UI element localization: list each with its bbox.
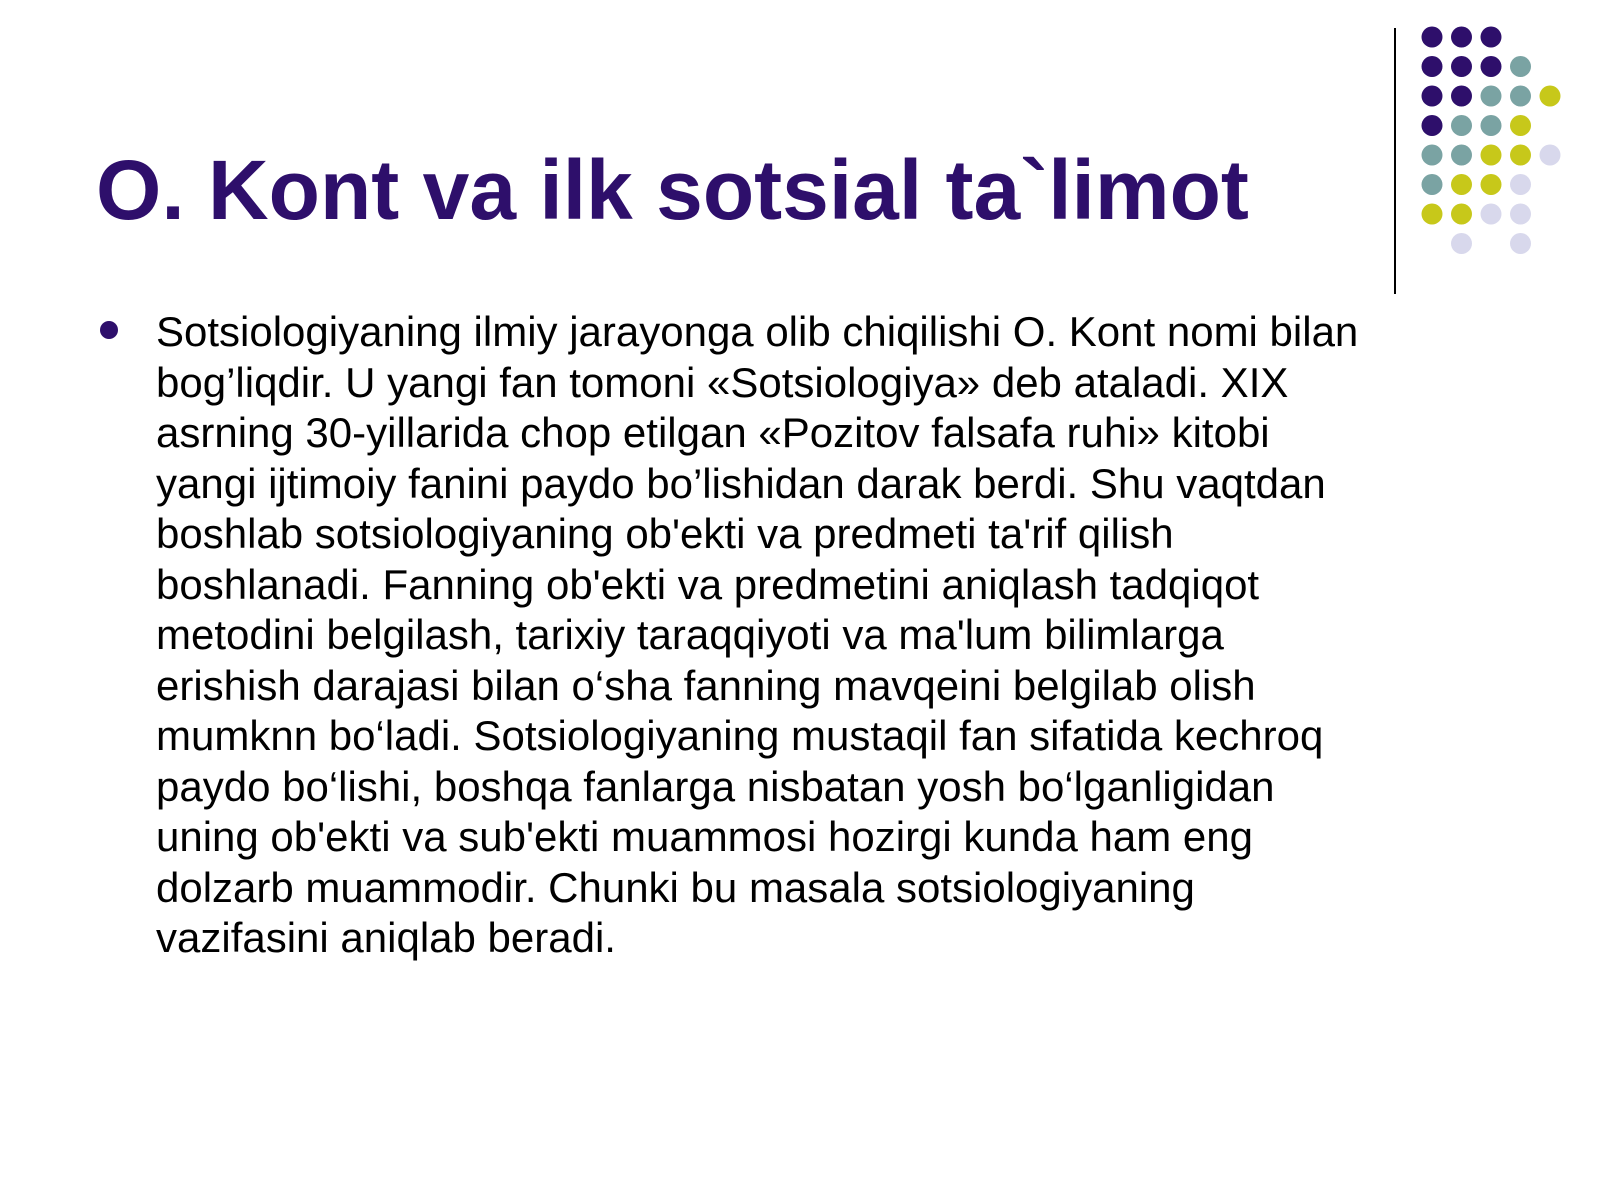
- text-line: metodini belgilash, tarixiy taraqqiyoti va ma'lum bilimlarga: [156, 611, 1224, 658]
- slide-title: O. Kont va ilk sotsial ta`limot: [96, 143, 1249, 237]
- dot-purple: [1451, 27, 1472, 48]
- dot-lavender: [1510, 174, 1531, 195]
- text-line: asrning 30-yillarida chop etilgan «Pozitov falsafa ruhi» kitobi: [156, 409, 1270, 456]
- dot-teal: [1422, 174, 1443, 195]
- dot-lavender: [1510, 204, 1531, 225]
- dot-purple: [1451, 56, 1472, 77]
- dot-yellow: [1510, 115, 1531, 136]
- text-line: boshlanadi. Fanning ob'ekti va predmetini aniqlash tadqiqot: [156, 560, 1260, 608]
- text-line: mumknn bo‘ladi. Sotsiologiyaning mustaqil fan sifatida kechroq: [156, 712, 1324, 759]
- dot-yellow: [1481, 174, 1502, 195]
- body-bullet-list: [100, 307, 1520, 964]
- dot-teal: [1481, 86, 1502, 107]
- dot-yellow: [1451, 204, 1472, 225]
- bullet-text: [156, 307, 1520, 964]
- dot-teal: [1422, 145, 1443, 166]
- text-line: dolzarb muammodir. Chunki bu masala sotsiologiyaning: [156, 863, 1195, 911]
- dot-lavender: [1481, 204, 1502, 225]
- dot-yellow: [1422, 204, 1443, 225]
- dot-purple: [1422, 27, 1443, 48]
- dot-yellow: [1510, 145, 1531, 166]
- dot-teal: [1451, 115, 1472, 136]
- dot-teal: [1510, 86, 1531, 107]
- text-line: paydo bo‘lishi, boshqa fanlarga nisbatan yosh bo‘lganligidan: [156, 762, 1275, 810]
- dot-yellow: [1481, 145, 1502, 166]
- text-line: bog’liqdir. U yangi fan tomoni «Sotsiologiya» deb ataladi. XIX: [156, 358, 1289, 406]
- dot-lavender: [1540, 145, 1561, 166]
- vertical-divider: [1394, 28, 1396, 294]
- text-line: yangi ijtimoiy fanini paydo bo’lishidan darak berdi. Shu vaqtdan: [156, 459, 1326, 507]
- dot-lavender: [1451, 233, 1472, 254]
- text-line: erishish darajasi bilan o‘sha fanning mavqeini belgilab olish: [156, 661, 1256, 709]
- text-line: vazifasini aniqlab beradi.: [156, 914, 616, 961]
- text-line: boshlab sotsiologiyaning ob'ekti va predmeti ta'rif qilish: [156, 510, 1174, 557]
- bullet-icon: [100, 321, 118, 339]
- dot-lavender: [1510, 233, 1531, 254]
- dot-purple: [1422, 86, 1443, 107]
- dot-teal: [1481, 115, 1502, 136]
- text-line: Sotsiologiyaning ilmiy jarayonga olib chiqilishi O. Kont nomi bilan: [156, 308, 1359, 355]
- dot-grid-decoration: [1420, 26, 1595, 266]
- text-line: uning ob'ekti va sub'ekti muammosi hozirgi kunda ham eng: [156, 813, 1253, 860]
- dot-purple: [1481, 56, 1502, 77]
- dot-teal: [1510, 56, 1531, 77]
- dot-purple: [1481, 27, 1502, 48]
- dot-yellow: [1451, 174, 1472, 195]
- dot-purple: [1422, 56, 1443, 77]
- dot-purple: [1451, 86, 1472, 107]
- dot-yellow: [1540, 86, 1561, 107]
- bullet-item: [100, 307, 1520, 964]
- dot-purple: [1422, 115, 1443, 136]
- dot-teal: [1451, 145, 1472, 166]
